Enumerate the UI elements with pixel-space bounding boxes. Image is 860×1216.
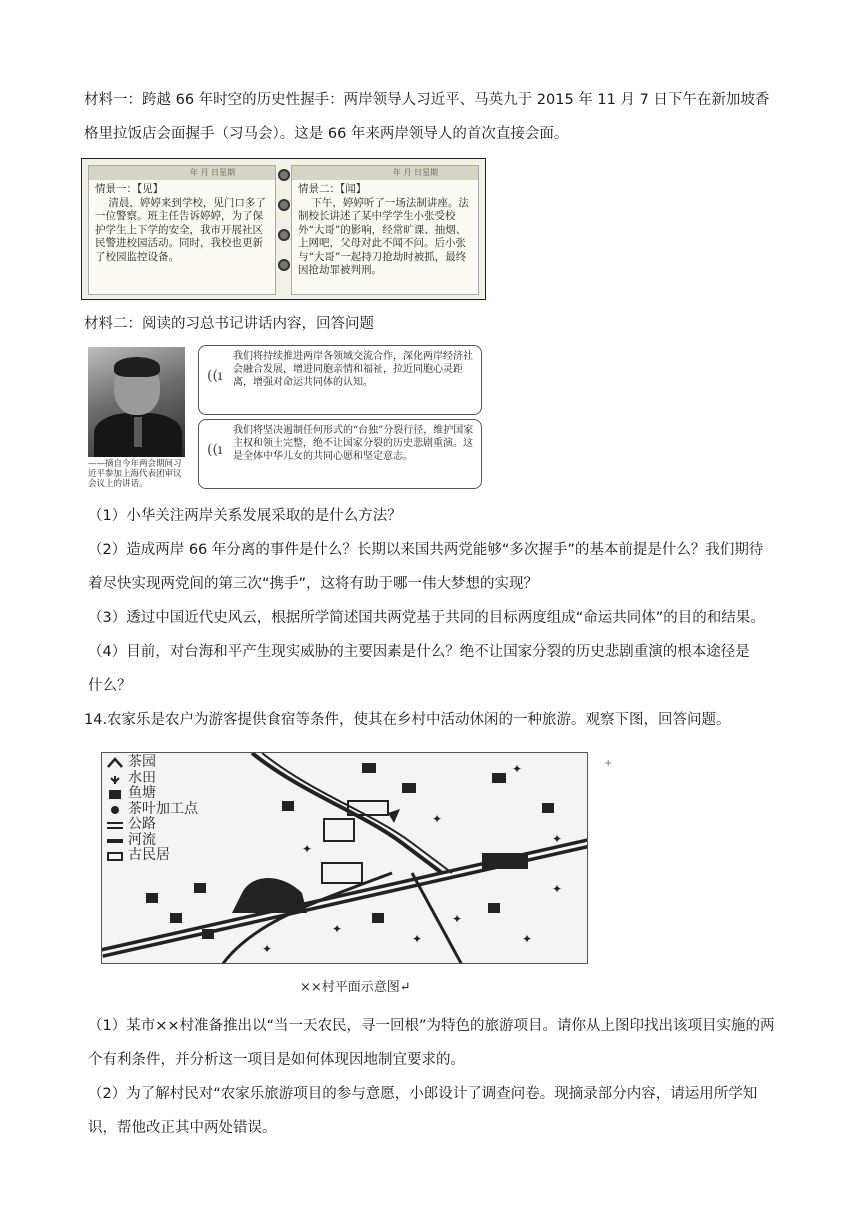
portrait-photo [88, 347, 185, 457]
sound-wave-icon: ((ı [207, 368, 223, 384]
map-caption: ××村平面示意图↵ [300, 980, 411, 995]
legend-river: 河流 [106, 833, 256, 849]
legend-road: 公路 [106, 817, 256, 833]
question-13-4-line2: 什么？ [88, 678, 132, 694]
svg-text:✦: ✦ [512, 762, 523, 776]
notebook-left-page [88, 165, 276, 295]
question-13-1: （1）小华关注两岸关系发展采取的是什么方法？ [88, 508, 402, 524]
scenes-notebook-image [81, 158, 486, 300]
question-13-4-line1: （4）目前，对台海和平产生现实威胁的主要因素是什么？绝不让国家分裂的历史悲剧重演的根本途径是 [88, 644, 750, 660]
svg-text:✦: ✦ [452, 912, 463, 926]
old-house-icon [106, 850, 124, 862]
question-13-2-line1: （2）造成两岸 66 年分离的事件是什么？长期以来国共两党能够“多次握手”的基本前提是什么？我们期待 [88, 542, 764, 558]
legend-tea-processing: 茶叶加工点 [106, 802, 256, 818]
binder-rings [278, 169, 292, 289]
speech-bubble-1 [198, 345, 482, 415]
tea-garden-icon [106, 757, 124, 769]
speech-image [88, 343, 484, 493]
fish-pond-icon [106, 788, 124, 800]
legend-old-house: 古民居 [106, 848, 256, 864]
question-14-intro: 14.农家乐是农户为游客提供食宿等条件，使其在乡村中活动休闲的一种旅游。观察下图，回答问题。 [84, 712, 731, 728]
road-icon [106, 819, 124, 831]
svg-text:✦: ✦ [302, 842, 313, 856]
material1-line1: 材料一：跨越 66 年时空的历史性握手：两岸领导人习近平、马英九于 2015 年 11 月 7 日下午在新加坡香 [84, 92, 770, 108]
map-legend [106, 755, 256, 864]
notebook-right-page [291, 165, 479, 295]
question-14-2-line2: 识，帮他改正其中两处错误。 [88, 1120, 277, 1136]
photo-caption: ——摘自今年两会期间习近平参加上海代表团审议会议上的讲话。 [88, 459, 182, 489]
ring-icon [278, 169, 290, 181]
ring-icon [278, 259, 290, 271]
speech-bubble-2 [198, 419, 482, 489]
legend-tea-garden: 茶园 [106, 755, 256, 771]
bubble2-text: 我们将坚决遏制任何形式的“台独”分裂行径，维护国家主权和领土完整，绝不让国家分裂的历史悲剧重演。这是全体中华儿女的共同心愿和坚定意志。 [233, 425, 474, 462]
material1-line2: 格里拉饭店会面握手（习马会）。这是 66 年来两岸领导人的首次直接会面。 [84, 126, 569, 142]
bubble1-text: 我们将持续推进两岸各领域交流合作，深化两岸经济社会融合发展，增进同胞亲情和福祉，拉近同胞心灵距离，增强对命运共同体的认知。 [233, 351, 473, 388]
svg-text:✦: ✦ [552, 882, 563, 896]
tea-processing-icon [106, 804, 124, 816]
question-14-1-line1: （1）某市××村准备推出以“当一天农民，寻一回根”为特色的旅游项目。请你从上图印找出该项目实施的两 [88, 1018, 775, 1034]
sound-wave-icon: ((ı [207, 442, 223, 458]
river-icon [106, 835, 124, 847]
question-14-2-line1: （2）为了解村民对“农家乐旅游项目的参与意愿，小郎设计了调查问卷。现摘录部分内容，请运用所学知 [88, 1086, 758, 1102]
notebook-left-header: 年 月 日星期 [89, 166, 275, 180]
cursor-plus-icon: + [604, 758, 613, 769]
material2-title: 材料二：阅读的习总书记讲话内容，回答问题 [84, 316, 374, 332]
scene1-text: 情景一：【见】 清晨，婷婷来到学校，见门口多了一位警察。班主任告诉婷婷，为了保护学生上下学的安全，我市开展社区民警进校园活动。同时，我校也更新了校园监控设备。 [95, 183, 266, 263]
svg-text:✦: ✦ [262, 942, 273, 956]
scene2-text: 情景二：【闻】 下午，婷婷听了一场法制讲座。法制校长讲述了某中学学生小张受校外“大哥”的影响，经常旷课、抽烟、上网吧，父母对此不闻不问。后小张与“大哥”一起持刀抢劫时被抓，最终因抢劫罪被判刑。 [298, 183, 469, 276]
svg-text:✦: ✦ [522, 932, 533, 946]
legend-fish-pond: 鱼塘 [106, 786, 256, 802]
village-map-image [101, 752, 588, 964]
legend-paddy-field: 水田 [106, 771, 256, 787]
question-13-3: （3）透过中国近代史风云，根据所学简述国共两党基于共同的目标两度组成“命运共同体”的目的和结果。 [88, 610, 765, 626]
question-14-1-line2: 个有利条件，并分析这一项目是如何体现因地制宜要求的。 [88, 1052, 465, 1068]
ring-icon [278, 199, 290, 211]
notebook-right-header: 年 月 日星期 [292, 166, 478, 180]
svg-text:✦: ✦ [332, 922, 343, 936]
svg-text:✦: ✦ [412, 932, 423, 946]
svg-text:✦: ✦ [552, 832, 563, 846]
ring-icon [278, 229, 290, 241]
question-13-2-line2: 着尽快实现两党间的第三次“携手”，这将有助于哪一伟大梦想的实现？ [88, 576, 539, 592]
svg-text:✦: ✦ [432, 812, 443, 826]
paddy-field-icon [106, 773, 124, 785]
